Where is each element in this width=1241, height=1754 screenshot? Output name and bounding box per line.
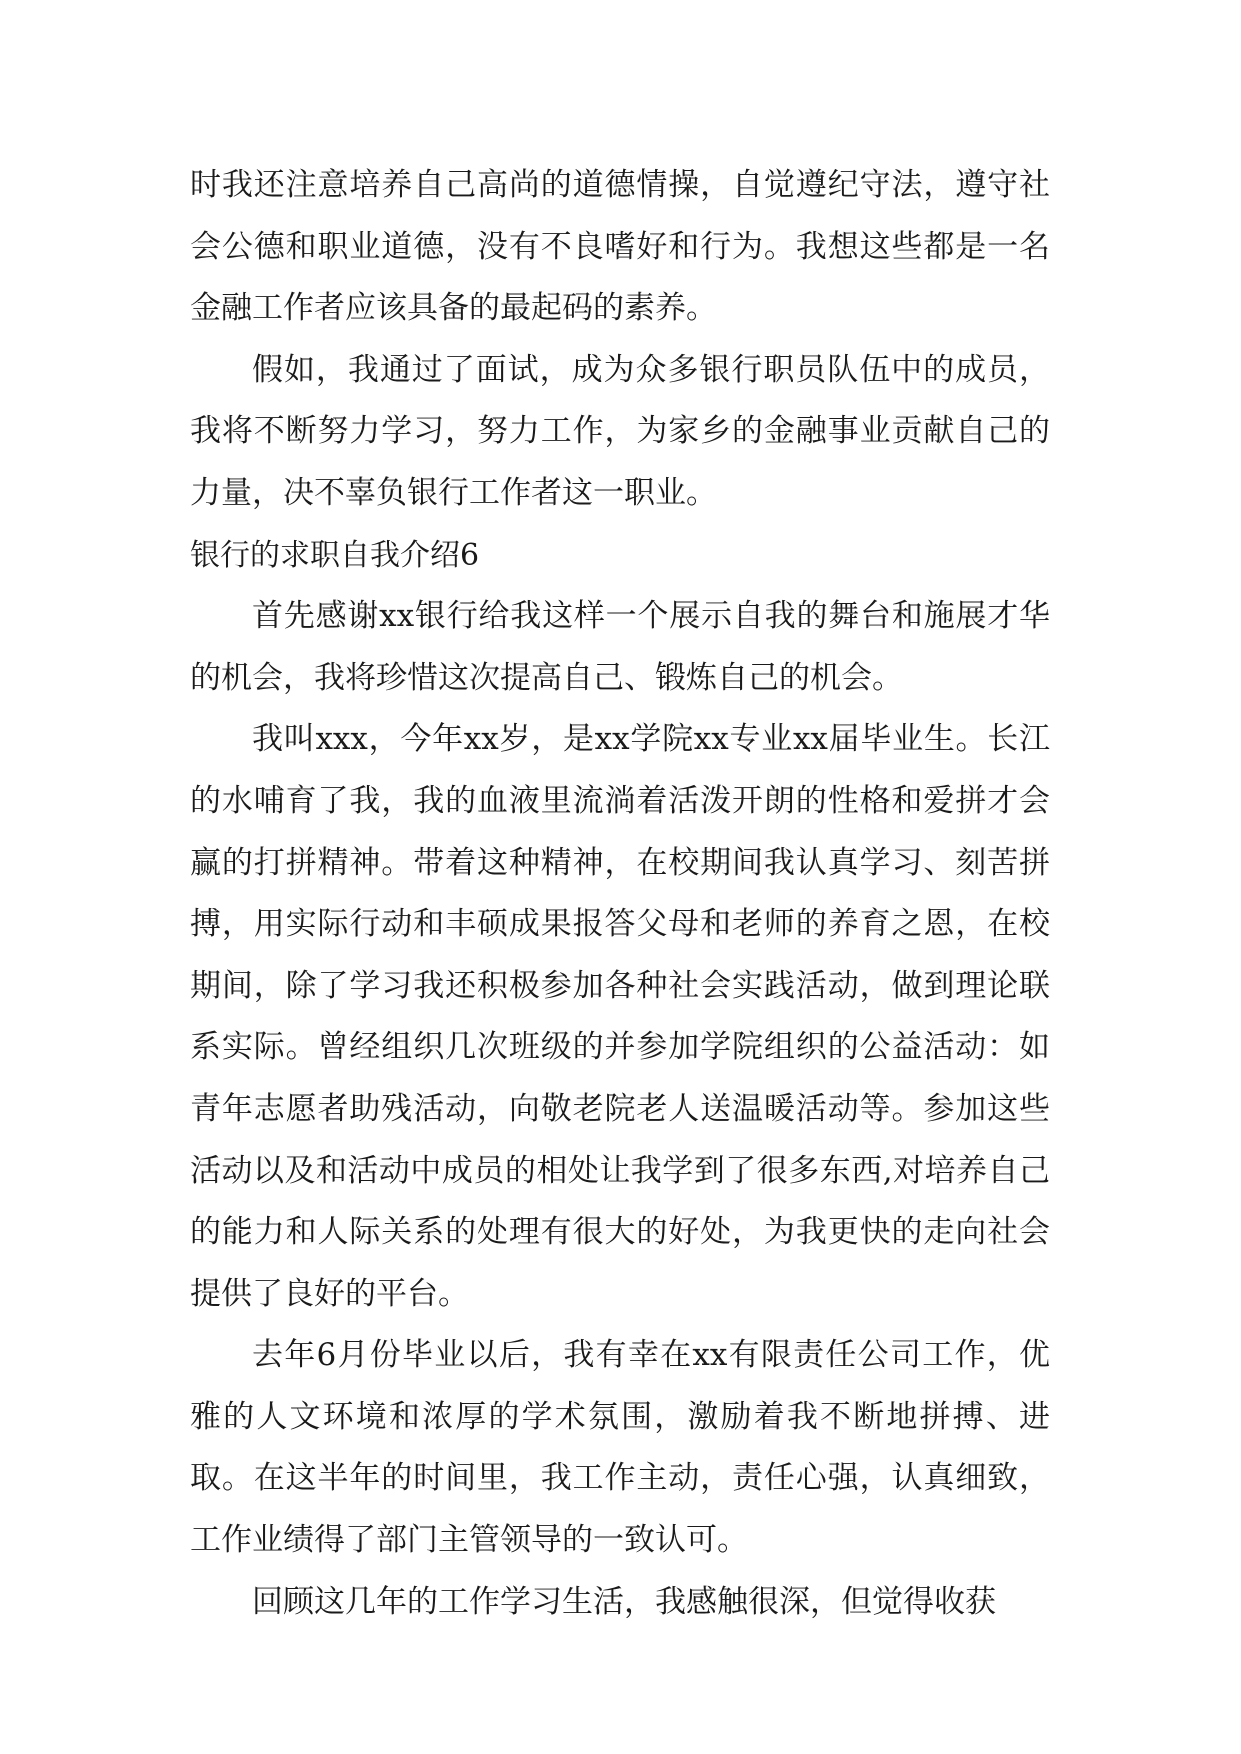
- paragraph-1: 时我还注意培养自己高尚的道德情操，自觉遵纪守法，遵守社会公德和职业道德，没有不良嗜好和行为。我想这些都是一名金融工作者应该具备的最起码的素养。: [190, 167, 1050, 327]
- paragraph-6: 回顾这几年的工作学习生活，我感触很深，但觉得收获: [252, 1583, 996, 1620]
- paragraph-3: 首先感谢xx银行给我这样一个展示自我的舞台和施展才华的机会，我将珍惜这次提高自己、锻炼自己的机会。: [190, 598, 1050, 696]
- section-title: 银行的求职自我介绍6: [190, 537, 480, 573]
- paragraph-2: 假如，我通过了面试，成为众多银行职员队伍中的成员，我将不断努力学习，努力工作，为家乡的金融事业贡献自己的力量，决不辜负银行工作者这一职业。: [190, 351, 1050, 511]
- paragraph-5: 去年6月份毕业以后，我有幸在xx有限责任公司工作，优雅的人文环境和浓厚的学术氛围，激励着我不断地拼搏、进取。在这半年的时间里，我工作主动，责任心强，认真细致，工作业绩得了部门主管领导的一致认可。: [190, 1337, 1050, 1559]
- document-body: [190, 155, 1050, 1633]
- paragraph-4: 我叫xxx，今年xx岁，是xx学院xx专业xx届毕业生。长江的水哺育了我，我的血液里流淌着活泼开朗的性格和爱拼才会赢的打拼精神。带着这种精神，在校期间我认真学习、刻苦拼搏，用实际行动和丰硕成果报答父母和老师的养育之恩，在校期间，除了学习我还积极参加各种社会实践活动，做到理论联系实际。曾经组织几次班级的并参加学院组织的公益活动：如青年志愿者助残活动，向敬老院老人送温暖活动等。参加这些活动以及和活动中成员的相处让我学到了很多东西,对培养自己的能力和人际关系的处理有很大的好处，为我更快的走向社会提供了良好的平台。: [190, 721, 1050, 1312]
